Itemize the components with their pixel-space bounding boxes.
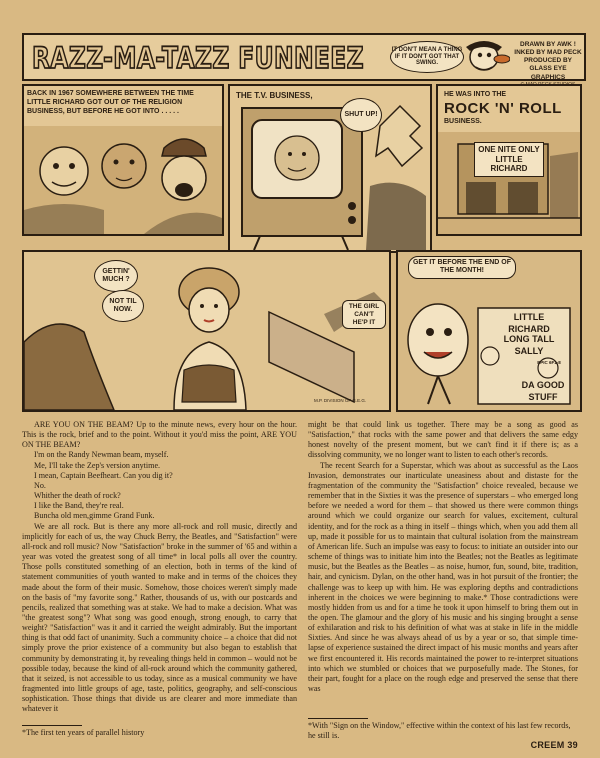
comic-panel-3 [436,84,582,236]
article-paragraph: might be that could link us together. There may be a song as good as "Satisfaction," that rocks with the same power and that delivers the same edgy honest novelty of the present moment, but we can't find it if there is; as a dissolving community, we no longer want to listen to each other's records. [308,420,578,460]
panel-2-drawing [230,86,430,251]
credit-line: GLASS EYE GRAPHICS [529,65,567,81]
article-paragraph: Whither the death of rock? [34,491,121,501]
panel-4-speech-bubble-1: GETTIN' MUCH ? [94,260,138,292]
panel-2-speech-bubble: SHUT UP! [340,98,382,132]
article-paragraph: ARE YOU ON THE BEAM? Up to the minute news, every hour on the hour. This is the rock, brief and to the point. Without it you'd miss the point, ARE YOU ON THE BEAM? [22,420,297,450]
comic-panel-5 [396,250,582,412]
article-column-1 [22,420,297,715]
panel-5-record-title: LITTLE RICHARD [508,312,550,334]
comic-banner [22,33,586,81]
panel-5-record-badge: EPIC 6F1-8 [537,360,561,365]
credit-line: PRODUCED BY [523,57,573,65]
panel-5-record-song: LONG TALL SALLY [503,334,555,356]
footnote-1: *The first ten years of parallel history [22,728,145,737]
article-paragraph: No. [34,480,46,490]
article-paragraph: The recent Search for a Superstar, which was about as successful as the Laos Invasion, demonstrates our inarticulate uneasiness about and distaste for the fragmentation of the community the "Satisfaction" choice revealed, because we remember that in the Sixties it was the presence of superstars – who emerged long before we needed a word for them – that showed us there were common things around which we could organize our search for values, excitement, cultural identity, and for the rock as a thing in itself – things which, when you add them all up, made it possible for us to maintain that cultural isolation from the mainstream of American life. Such an impulse was easy to focus: to initiate an outsider into our scheme of things was to initiate him into the Beatles; not the Beatles as legitimate music, but the Beatles as the Beatles – as noise, humor, fun, sound, bite, tradition, hair, and cynicism. Dylan, on the other hand, was in hot pursuit of the frontier; the challenge was to keep up with him. He was exploring depths and contradictions inherent in the choices we were beginning to make.* Those contradictions were mostly hidden from us and for a time he took it upon himself to bring them out in the open. The glamour and the glory of his music and his singing brought a sense of exhilaration and risk to his definition of what was at stake in life in the middle Sixties. And since he was always ahead of us by a year or so, that simple time-lapse of experience sustained the direct impact of his music months and years after we first encountered it. His records maintained the power to re-interpret situations into which we stumbled or choices that we purposefully made. The Stones, for their part, fought for a place on the rough edge and preserved the sense that there was [308,460,578,694]
article-paragraph: I like the Band, they're real. [34,501,124,511]
comic-panel-2 [228,84,432,253]
panel-5-good-stuff: DA GOOD STUFF [521,380,565,402]
comic-credits [512,41,584,88]
duck-mascot-icon [462,37,510,77]
panel-4-sign: THE GIRL CAN'T HE'P IT [342,300,386,329]
banner-speech-bubble: IT DON'T MEAN A THING IF IT DON'T GOT THAT SWING. [390,41,464,73]
credit-line: INKED BY MAD PECK [514,49,582,57]
panel-3-marquee-sign: ONE NITE ONLY LITTLE RICHARD [474,142,544,177]
panel-5-caption: GET IT BEFORE THE END OF THE MONTH! [408,256,516,279]
credit-line: DRAWN BY AWK ! [520,41,576,48]
footnote-rule [22,725,82,726]
panel-4-speech-bubble-2: NOT TIL NOW. [102,290,144,322]
article-paragraph: I mean, Captain Beefheart. Can you dig it? [34,470,173,480]
footnote-2: *With "Sign on the Window," effective within the context of his last few records, he still is. [308,721,571,740]
article-paragraph: I'm on the Randy Newman beam, myself. [34,450,169,460]
article-paragraph: We are all rock. But is there any more all-rock and roll music, directly and implicitly for each of us, the way Chuck Berry, the Beatles, and "Satisfaction" were all-rock and roll music? Now "Satisfaction" broke in the summer of '65 and within a year was voted the greatest song of all time* in local polls all over the country. Those polls constituted something of an election, both in terms of the kind of statement communities of youth wanted to make and in terms of the choices they made about the form of their music. Somehow, those choices weren't simply made on the basis of "my favorite song." Rather, thousands of us, with our postcards and pencils, realized that something was at stake. We had to make a decision. What was "the greatest song"? What song was good enough, strong enough, to carry that weight? "Satisfaction" was it and it carried the weight admirably. But the important thing is that odd fact of unanimity. Such a community choice – a choice that did not simply prove the prior existence of a community but also began to establish that community by demonstrating it, by revealing things held in common – would not be possible today, because the kind of all-rock around which the community gathered, that it seized, is not accessible to us today, since as a musical community we have fragmented into little groups of age, taste, politics, geography, and self-conscious sophistication. Those things that divide us are clearer and more immediate than whatever it [22,521,297,714]
comic-panel-4 [22,250,391,412]
article-paragraph: Buncha old men,gimme Grand Funk. [34,511,155,521]
comic-panel-1 [22,84,224,236]
panel-3-caption-end: BUSINESS. [444,118,482,125]
page-folio: CREEM 39 [530,740,578,750]
panel-3-big-text: ROCK 'N' ROLL [444,100,562,117]
footnote-rule [308,718,368,719]
panel-2-caption: THE T.V. BUSINESS, [236,91,313,100]
panel-4-signature: M.P. DIVISION OF G.E.G. [314,398,367,403]
panel-4-drawing [24,252,389,410]
comic-title-logo [28,37,368,75]
article-column-2 [308,420,578,694]
panel-1-caption: BACK IN 1967 SOMEWHERE BETWEEN THE TIME LITTLE RICHARD GOT OUT OF THE RELIGION BUSINESS, BUT BEFORE HE GOT INTO . . . . . [27,90,194,116]
comic-title: RAZZ-MA-TAZZ FUNNEEZ [32,41,364,75]
article-paragraph: Me, I'll take the Zep's version anytime. [34,460,161,470]
panel-3-caption: HE WAS INTO THE [444,91,507,98]
